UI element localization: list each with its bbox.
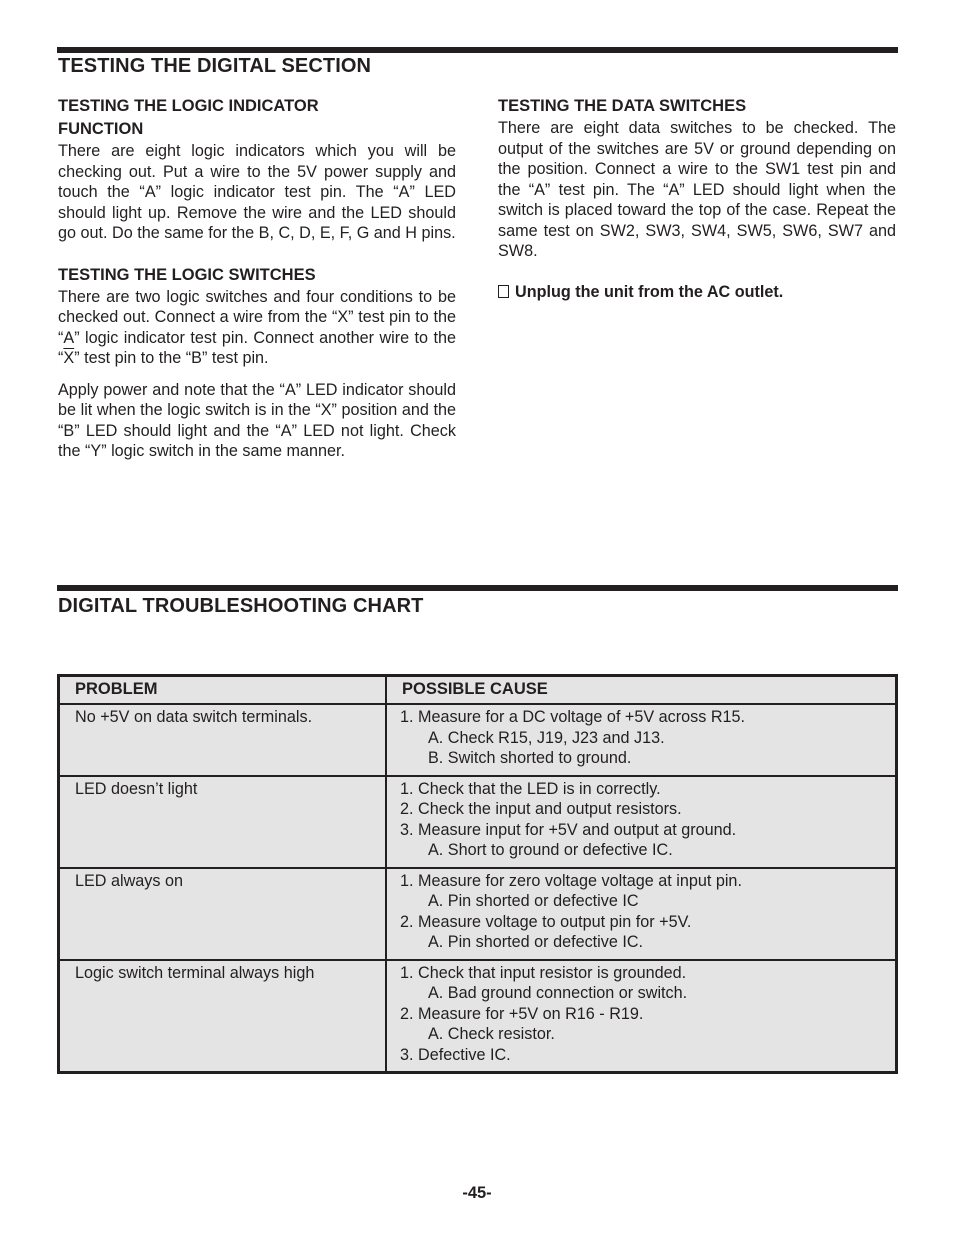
section-rule-top: [57, 47, 898, 53]
table-row: [59, 960, 897, 1073]
cause-line: A. Bad ground connection or switch.: [428, 984, 688, 1002]
problem-cell: No +5V on data switch terminals.: [59, 704, 387, 776]
spacer: [498, 262, 896, 282]
problem-cell: LED doesn’t light: [59, 776, 387, 868]
cause-cell: [386, 960, 897, 1073]
cause-line: 1. Measure for zero voltage voltage at input pin.: [400, 871, 742, 890]
logic-switches-body-1-b: ” test pin to the “B” test pin.: [74, 349, 269, 367]
data-switches-body: There are eight data switches to be checked. The output of the switches are 5V or ground depending on the position. Connect a wire to the SW1 test pin and the “A” test pin. The “A” LED should light when the switch is placed toward the top of the case. Repeat the same test on SW2, SW3, SW4, SW5, SW6, SW7 and SW8.: [498, 119, 896, 260]
logic-switches-body-1-a: There are two logic switches and four conditions to be checked out. Connect a wire from the “X” test pin to the “A” logic indicator test pin. Connect another wire to the “: [58, 287, 456, 367]
section-rule-chart: [57, 585, 898, 591]
header-problem: PROBLEM: [59, 676, 387, 705]
spacer: [58, 244, 456, 264]
cause-line: 1. Check that input resistor is grounded.: [400, 963, 687, 982]
cause-line: A. Check resistor.: [428, 1025, 555, 1043]
table-row: [59, 868, 897, 960]
heading-data-switches: TESTING THE DATA SWITCHES: [498, 97, 747, 115]
left-column: [58, 95, 456, 462]
heading-logic-indicator-line1: TESTING THE LOGIC INDICATOR: [58, 97, 319, 115]
cause-line: 3. Measure input for +5V and output at ground.: [400, 820, 737, 839]
heading-logic-switches: TESTING THE LOGIC SWITCHES: [58, 265, 316, 284]
table-row: [59, 776, 897, 868]
cause-line: 2. Check the input and output resistors.: [400, 800, 682, 818]
heading-logic-indicator-line2: FUNCTION: [58, 120, 144, 138]
table-row: [59, 704, 897, 776]
cause-line: 1. Check that the LED is in correctly.: [400, 779, 661, 798]
problem-cell: Logic switch terminal always high: [59, 960, 387, 1073]
spacer: [58, 369, 456, 380]
table-header-row: [59, 676, 897, 705]
cause-line: B. Switch shorted to ground.: [428, 749, 632, 767]
right-column: [498, 95, 896, 302]
checkbox-icon: [498, 285, 509, 298]
problem-cell: LED always on: [59, 868, 387, 960]
cause-line: A. Check R15, J19, J23 and J13.: [428, 728, 665, 747]
x-bar-symbol: $\overline{X}$: [63, 349, 75, 367]
cause-line: 2. Measure voltage to output pin for +5V.: [400, 912, 692, 931]
cause-line: 2. Measure for +5V on R16 - R19.: [400, 1004, 644, 1023]
note-unplug: [498, 282, 896, 303]
note-unplug-text: Unplug the unit from the AC outlet.: [515, 282, 784, 301]
cause-cell: [386, 776, 897, 868]
logic-switches-body-1: [58, 287, 456, 369]
page-number: -45-: [462, 1184, 492, 1202]
cause-line: 1. Measure for a DC voltage of +5V across R15.: [400, 708, 746, 726]
cause-line: A. Pin shorted or defective IC: [428, 892, 639, 910]
cause-cell: [386, 704, 897, 776]
cause-line: A. Short to ground or defective IC.: [428, 841, 673, 859]
section-title-troubleshooting: DIGITAL TROUBLESHOOTING CHART: [58, 595, 424, 617]
cause-line: 3. Defective IC.: [400, 1045, 511, 1064]
header-possible-cause: POSSIBLE CAUSE: [386, 676, 897, 705]
logic-switches-body-2: Apply power and note that the “A” LED indicator should be lit when the logic switch is in the “X” position and the “B” LED should light and the “A” LED not light. Check the “Y” logic switch in the same manner.: [58, 380, 456, 460]
cause-cell: [386, 868, 897, 960]
troubleshooting-table: [57, 674, 898, 1074]
table-body: [59, 704, 897, 1073]
cause-line: A. Pin shorted or defective IC.: [428, 933, 644, 951]
heading-logic-indicator: [58, 95, 456, 141]
logic-indicator-body: There are eight logic indicators which you will be checking out. Put a wire to the 5V power supply and touch the “A” logic indicator test pin. The “A” LED should light up. Remove the wire and the LED should go out. Do the same for the B, C, D, E, F, G and H pins.: [58, 142, 456, 242]
section-title-digital: TESTING THE DIGITAL SECTION: [58, 55, 372, 77]
